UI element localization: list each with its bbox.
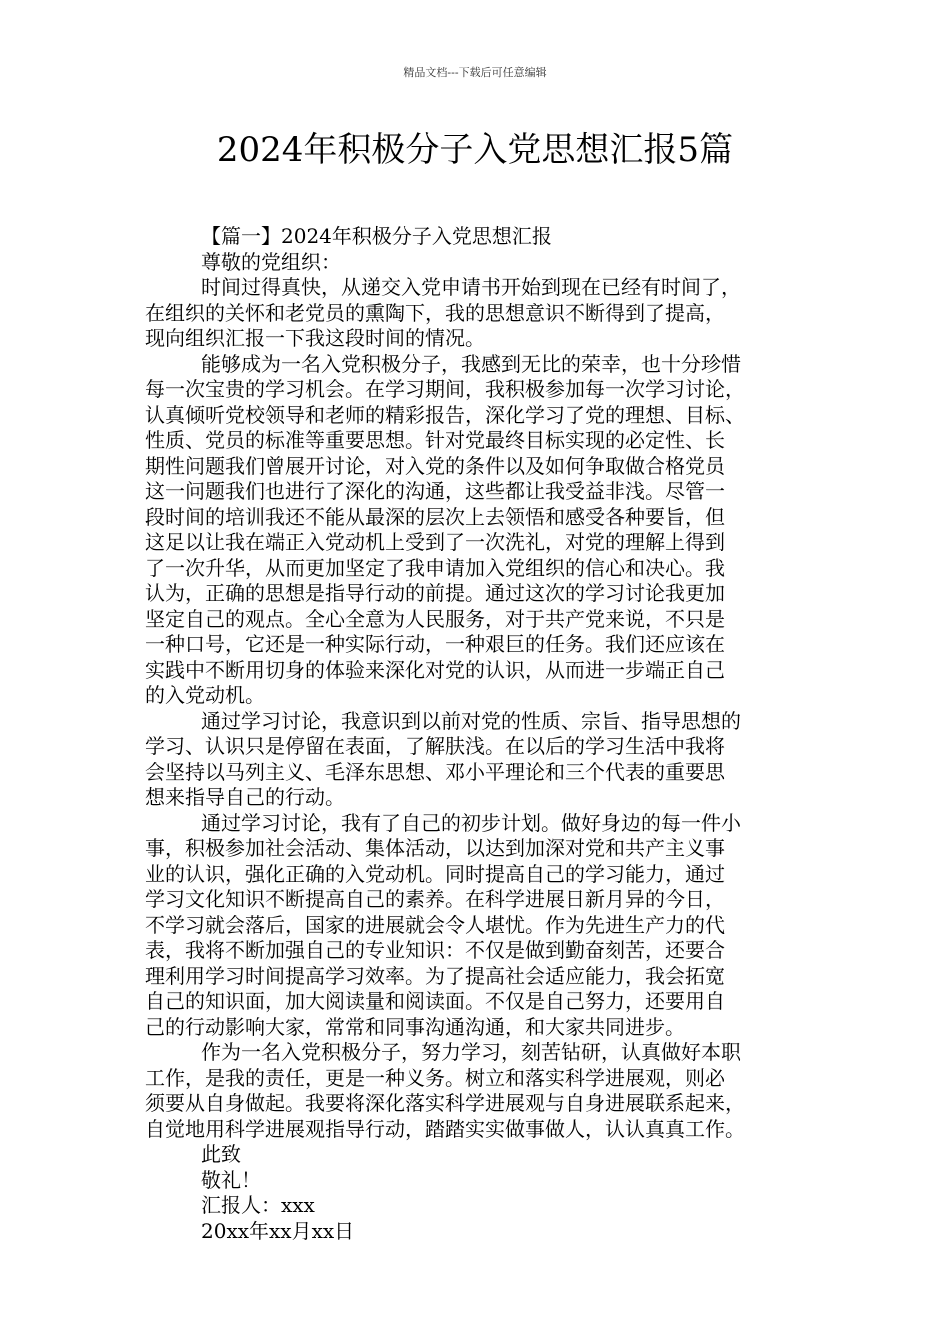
paragraph-line: 学习文化知识不断提高自己的素养。在科学进展日新月异的今日， — [145, 887, 725, 911]
paragraph-line: 实践中不断用切身的体验来深化对党的认识，从而进一步端正自己 — [145, 657, 725, 682]
paragraph-line: 作为一名入党积极分子，努力学习，刻苦钻研，认真做好本职 — [201, 1040, 741, 1064]
paragraph-line: 期性问题我们曾展开讨论，对入党的条件以及如何争取做合格党员 — [145, 453, 725, 478]
paragraph-5 — [145, 1040, 825, 1142]
page-header-note: 精品文档---下载后可任意编辑 — [403, 66, 547, 79]
paragraph-line: 现向组织汇报一下我这段时间的情况。 — [145, 326, 485, 350]
document-body — [145, 224, 825, 1244]
paragraph-line: 性质、党员的标准等重要思想。针对党最终目标实现的必定性、长 — [145, 428, 725, 452]
paragraph-line: 会坚持以马列主义、毛泽东思想、邓小平理论和三个代表的重要思 — [145, 759, 725, 784]
paragraph-line: 业的认识，强化正确的入党动机。同时提高自己的学习能力，通过 — [145, 861, 725, 886]
paragraph-line: 这一问题我们也进行了深化的沟通，这些都让我受益非浅。尽管一 — [145, 479, 725, 503]
reporter: 汇报人：xxx — [201, 1193, 315, 1217]
paragraph-line: 每一次宝贵的学习机会。在学习期间，我积极参加每一次学习讨论， — [145, 377, 745, 401]
paragraph-line: 在组织的关怀和老党员的熏陶下，我的思想意识不断得到了提高， — [145, 300, 725, 325]
paragraph-line: 通过学习讨论，我意识到以前对党的性质、宗旨、指导思想的 — [201, 708, 741, 733]
paragraph-line: 理利用学习时间提高学习效率。为了提高社会适应能力，我会拓宽 — [145, 963, 725, 988]
regards: 敬礼！ — [201, 1167, 261, 1192]
paragraph-line: 工作，是我的责任，更是一种义务。树立和落实科学进展观，则必 — [145, 1065, 725, 1090]
paragraph-line: 能够成为一名入党积极分子，我感到无比的荣幸，也十分珍惜 — [201, 351, 741, 376]
salutation: 尊敬的党组织： — [201, 249, 341, 274]
paragraph-2 — [145, 352, 825, 709]
paragraph-line: 学习、认识只是停留在表面，了解肤浅。在以后的学习生活中我将 — [145, 734, 725, 758]
paragraph-line: 自己的知识面，加大阅读量和阅读面。不仅是自己努力，还要用自 — [145, 989, 725, 1013]
paragraph-line: 表，我将不断加强自己的专业知识：不仅是做到勤奋刻苦，还要合 — [145, 938, 725, 962]
section-heading: 【篇一】2024年积极分子入党思想汇报 — [201, 224, 552, 248]
report-date: 20xx年xx月xx日 — [201, 1218, 355, 1243]
paragraph-line: 一种口号，它还是一种实际行动，一种艰巨的任务。我们还应该在 — [145, 632, 725, 656]
paragraph-line: 须要从自身做起。我要将深化落实科学进展观与自身进展联系起来， — [145, 1091, 745, 1115]
paragraph-line: 不学习就会落后，国家的进展就会令人堪忧。作为先进生产力的代 — [145, 912, 725, 937]
paragraph-line: 己的行动影响大家，常常和同事沟通沟通，和大家共同进步。 — [145, 1014, 685, 1039]
paragraph-line: 时间过得真快，从递交入党申请书开始到现在已经有时间了， — [201, 275, 741, 299]
document-title: 2024年积极分子入党思想汇报5篇 — [216, 130, 734, 170]
paragraph-line: 自觉地用科学进展观指导行动，踏踏实实做事做人，认认真真工作。 — [145, 1116, 745, 1141]
paragraph-line: 这足以让我在端正入党动机上受到了一次洗礼，对党的理解上得到 — [145, 530, 725, 554]
paragraph-line: 事，积极参加社会活动、集体活动，以达到加深对党和共产主义事 — [145, 836, 725, 860]
paragraph-3 — [145, 709, 825, 811]
paragraph-line: 想来指导自己的行动。 — [145, 785, 345, 809]
paragraph-line: 认真倾听党校领导和老师的精彩报告，深化学习了党的理想、目标、 — [145, 402, 745, 427]
paragraph-line: 的入党动机。 — [145, 683, 265, 707]
paragraph-line: 认为，正确的思想是指导行动的前提。通过这次的学习讨论我更加 — [145, 581, 725, 605]
paragraph-line: 通过学习讨论，我有了自己的初步计划。做好身边的每一件小 — [201, 810, 741, 835]
paragraph-line: 了一次升华，从而更加坚定了我申请加入党组织的信心和决心。我 — [145, 555, 725, 580]
paragraph-line: 段时间的培训我还不能从最深的层次上去领悟和感受各种要旨，但 — [145, 504, 725, 529]
paragraph-1 — [145, 275, 825, 352]
paragraph-line: 坚定自己的观点。全心全意为人民服务，对于共产党来说，不只是 — [145, 606, 725, 631]
closing: 此致 — [201, 1142, 241, 1166]
paragraph-4 — [145, 811, 825, 1041]
